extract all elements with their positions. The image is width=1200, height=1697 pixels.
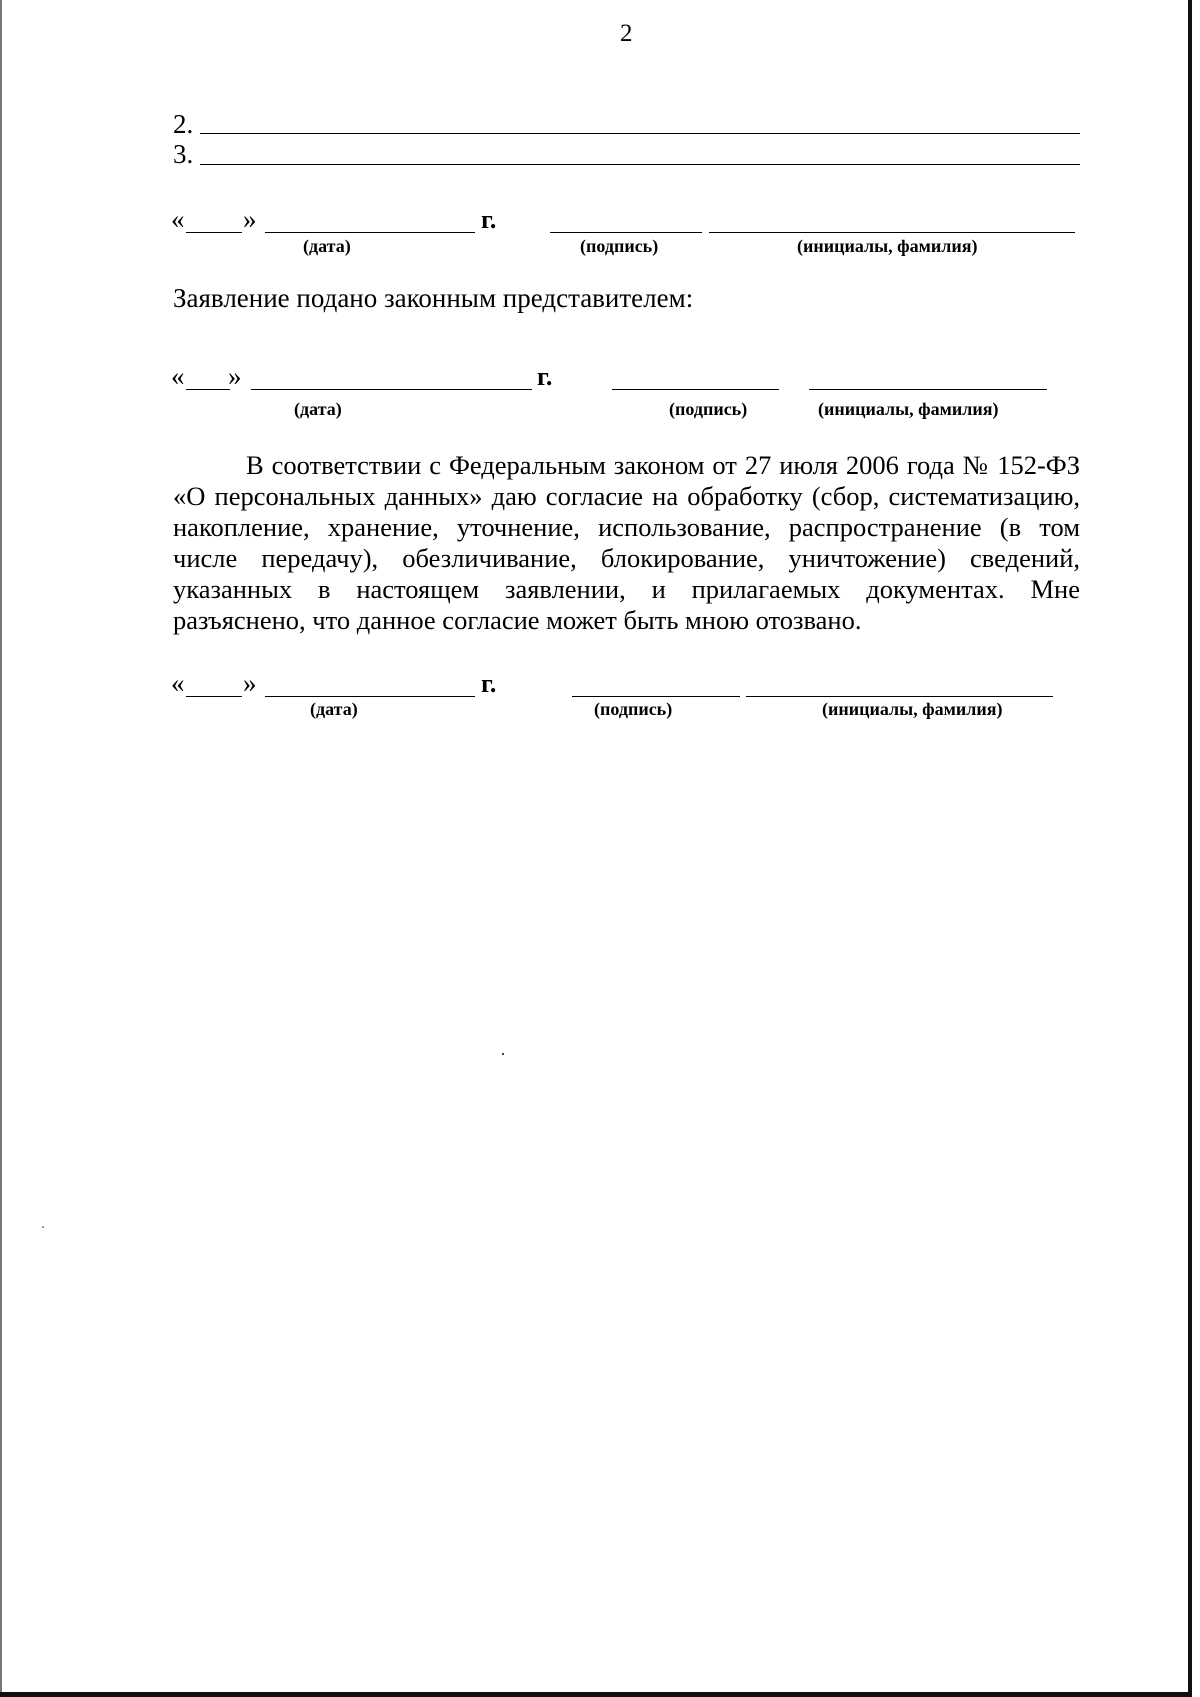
initials-field[interactable] (809, 389, 1047, 390)
list-item-number: 2. (173, 109, 194, 139)
list-item-line[interactable] (200, 164, 1080, 165)
signature-field[interactable] (550, 232, 702, 233)
signature-field[interactable] (572, 696, 740, 697)
signature-field[interactable] (612, 389, 779, 390)
year-suffix: г. (481, 669, 497, 698)
page-number: 2 (620, 20, 633, 47)
date-day-field[interactable] (186, 389, 230, 390)
date-day-open-quote: « (171, 204, 185, 234)
page-bottom-border (0, 1692, 1192, 1697)
year-suffix: г. (481, 205, 497, 234)
date-month-field[interactable] (265, 696, 475, 697)
date-day-close-quote: » (243, 668, 257, 698)
caption-initials: (инициалы, фамилия) (818, 399, 999, 419)
year-suffix: г. (537, 362, 553, 391)
date-day-open-quote: « (171, 668, 185, 698)
consent-paragraph: В соответствии с Федеральным законом от 27 июля 2006 года № 152-ФЗ «О персональных данных» даю согласие на обработку (сбор, систематизацию, накопление, хранение, уточнение, использование, распространение (в том числе передачу), обезличивание, блокирование, уничтожение) сведений, указанных в настоящем заявлении, и прилагаемых документах. Мне разъяснено, что данное согласие может быть мною отозвано. (173, 450, 1080, 635)
caption-signature: (подпись) (580, 236, 659, 256)
caption-date: (дата) (303, 236, 351, 256)
date-month-field[interactable] (251, 389, 532, 390)
initials-field[interactable] (746, 696, 1053, 697)
caption-signature: (подпись) (669, 399, 748, 419)
caption-initials: (инициалы, фамилия) (797, 236, 978, 256)
date-day-open-quote: « (171, 361, 185, 391)
caption-date: (дата) (294, 399, 342, 419)
list-item-line[interactable] (200, 133, 1080, 134)
date-day-close-quote: » (243, 204, 257, 234)
scan-speck (42, 1226, 44, 1228)
representative-label: Заявление подано законным представителем: (173, 283, 694, 313)
scan-speck (502, 1053, 504, 1055)
caption-signature: (подпись) (594, 699, 673, 719)
date-day-close-quote: » (228, 361, 242, 391)
date-day-field[interactable] (186, 696, 242, 697)
date-month-field[interactable] (265, 232, 475, 233)
date-day-field[interactable] (186, 232, 242, 233)
page-right-border (1188, 0, 1192, 1697)
page-left-edge (0, 0, 2, 1697)
initials-field[interactable] (709, 232, 1075, 233)
list-item-number: 3. (173, 139, 194, 169)
caption-initials: (инициалы, фамилия) (822, 699, 1003, 719)
caption-date: (дата) (310, 699, 358, 719)
